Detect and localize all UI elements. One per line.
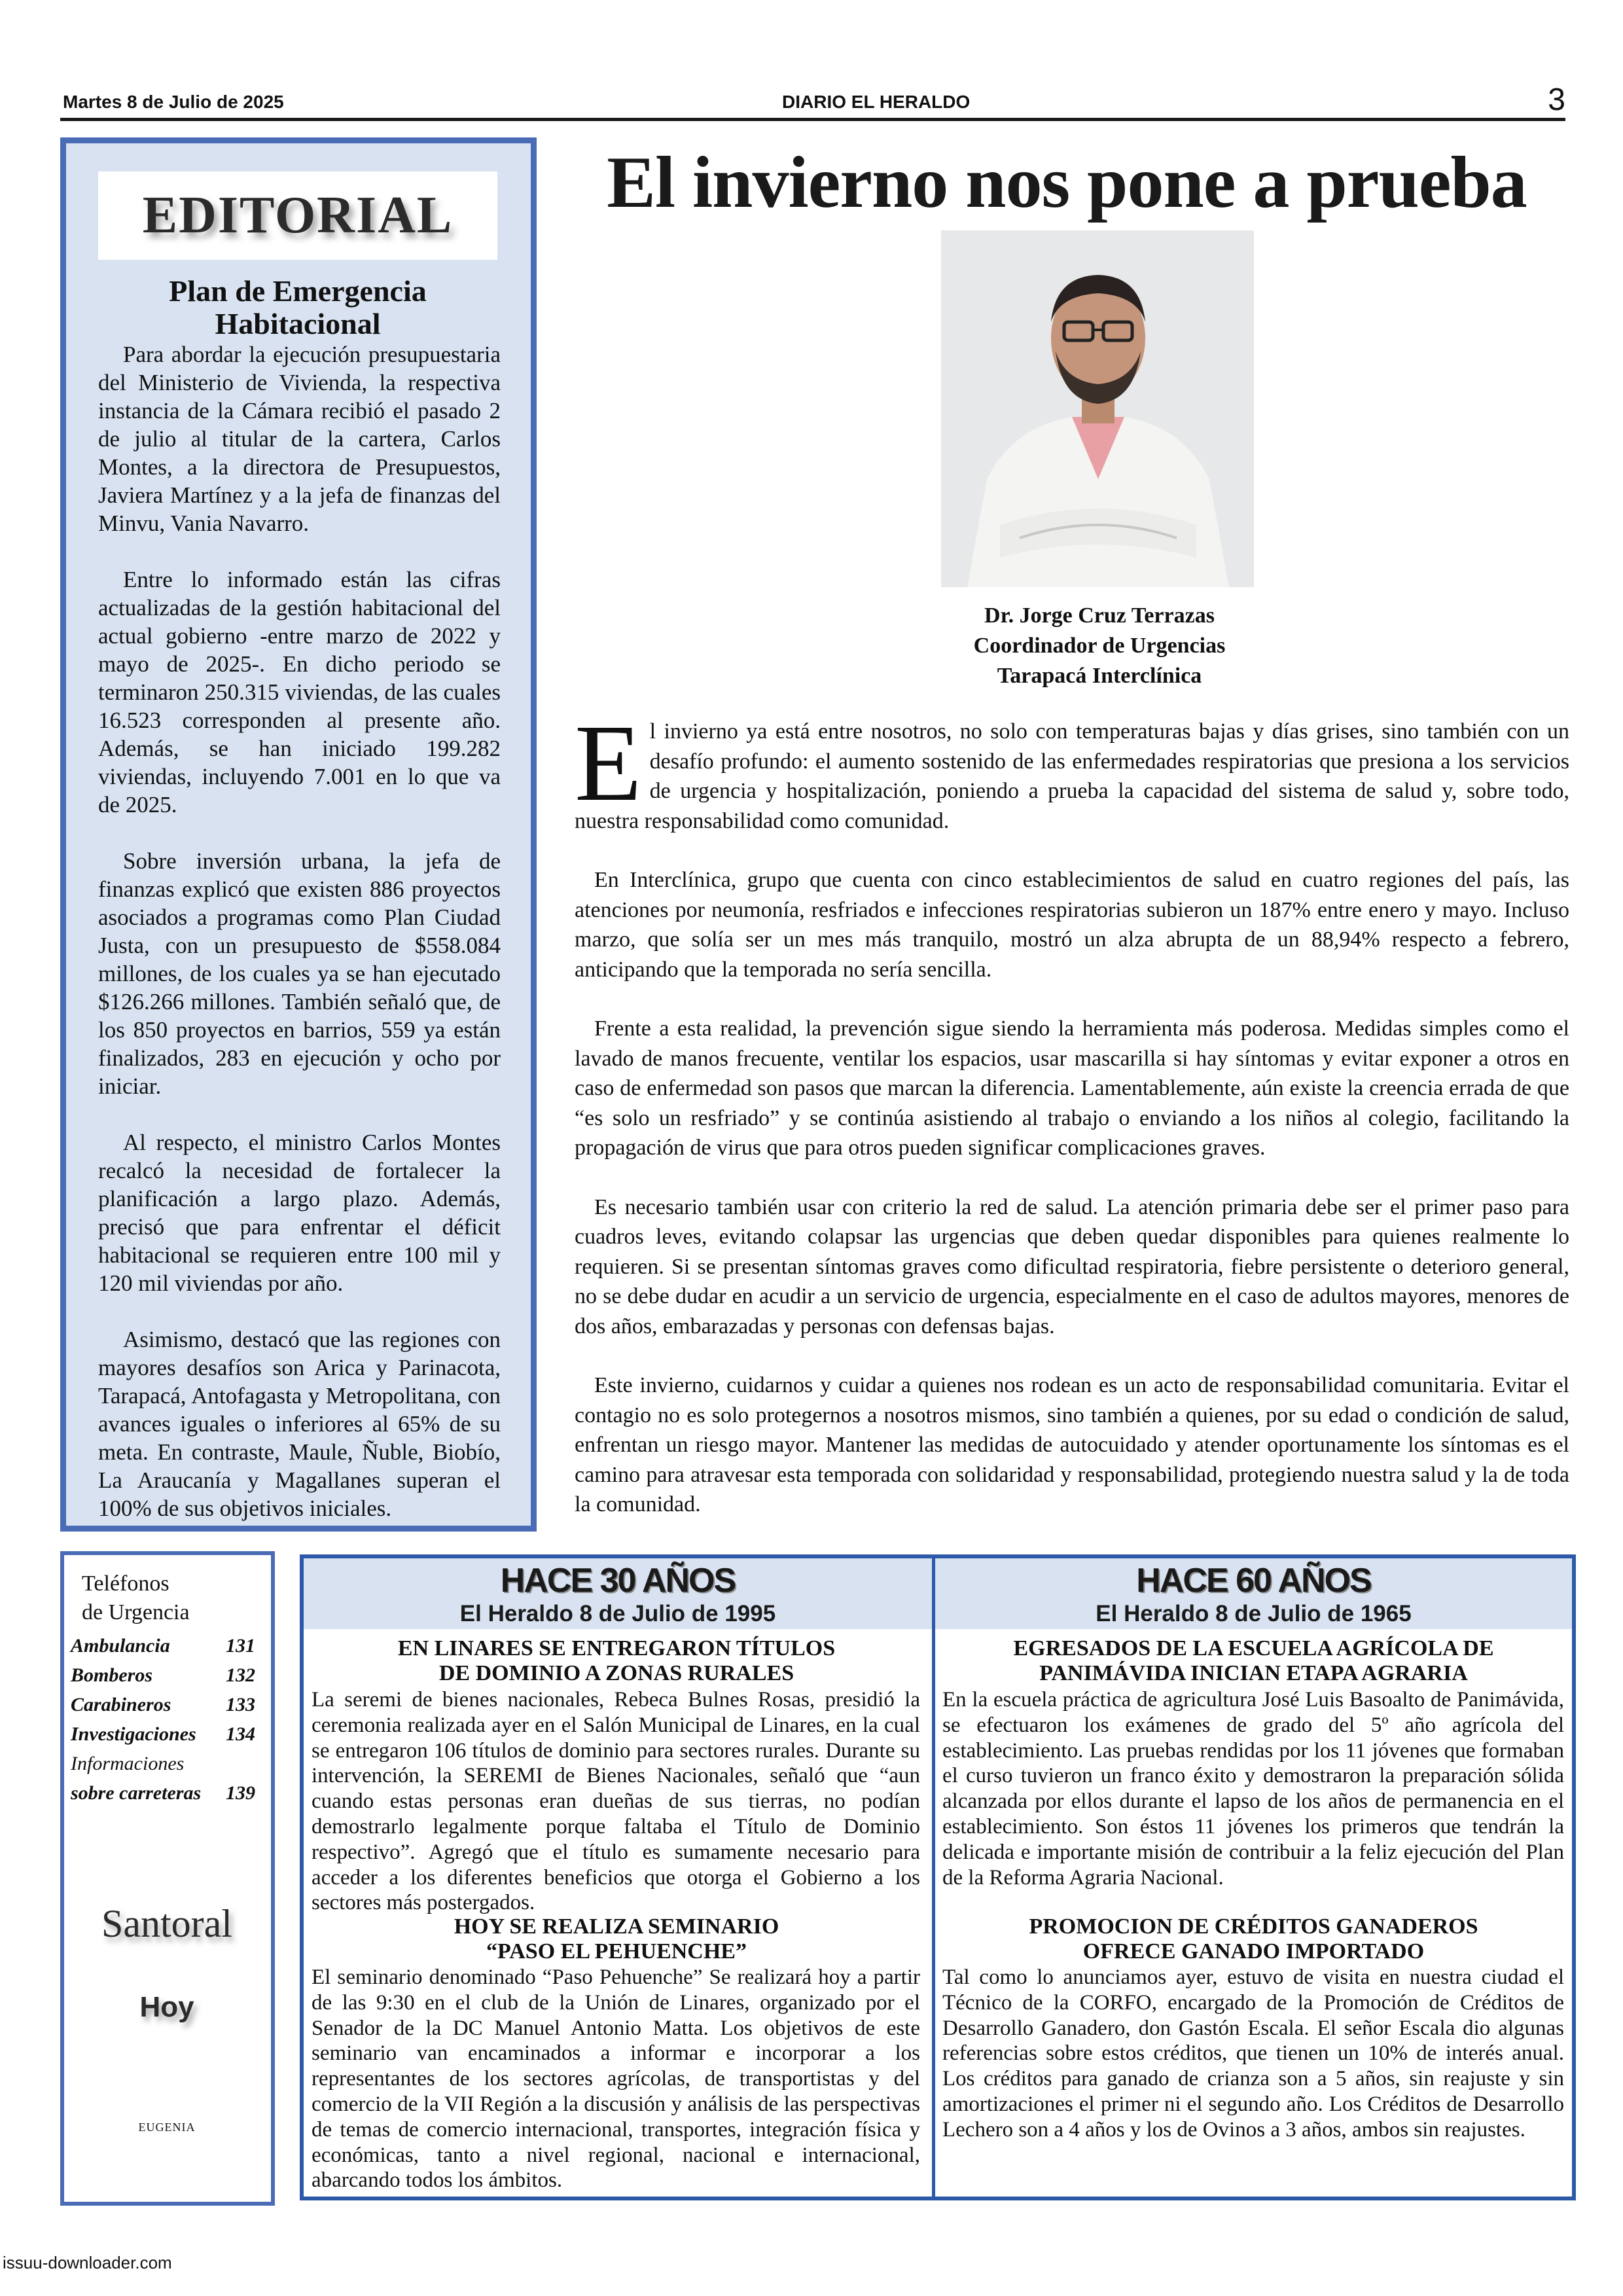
saint-of-day: EUGENIA — [138, 2121, 196, 2134]
author-role: Coordinador de Urgencias — [973, 634, 1226, 658]
source-watermark: issuu-downloader.com — [3, 2253, 172, 2272]
issue-date: Martes 8 de Julio de 2025 — [63, 92, 284, 112]
editorial-headline: Plan de Emergencia Habitacional — [169, 274, 427, 340]
phones-title: Teléfonos de Urgencia — [82, 1571, 190, 1624]
phone-row-bomberos: Bomberos 132 — [71, 1664, 255, 1686]
hace30-title: HACE 30 AÑOS — [500, 1562, 736, 1600]
santoral-title: Santoral — [101, 1902, 232, 1945]
hace60-news2-headline: PROMOCION DE CRÉDITOS GANADEROS OFRECE GANADO IMPORTADO — [1029, 1914, 1478, 1964]
author-name: Dr. Jorge Cruz Terrazas — [984, 603, 1215, 628]
article-paragraph: En Interclínica, grupo que cuenta con cinco establecimientos de salud en cuatro regiones del país, las atenciones por neumonía, resfriados e infecciones respiratorias subieron un 187% entre enero y mayo. Incluso marzo, que solía ser un mes más tranquilo, mostró un alza abrupta de un 88,94% respecto a febrero, anticipando que la temporada no sería sencilla. — [575, 868, 1569, 982]
phone-row-info-label: Informaciones — [71, 1753, 185, 1774]
article-body — [575, 702, 1569, 1549]
editorial-paragraph: Entre lo informado están las cifras actualizadas de la gestión habitacional del actual gobierno -entre marzo de 2022 y mayo de 2025-. En dicho periodo se terminaron 250.315 viviendas, de las cuales 16.523 corresponden al presente año. Además, se han iniciado 199.282 viviendas, incluyendo 7.001 en lo que va de 2025. — [98, 567, 501, 817]
phone-row-ambulancia: Ambulancia 131 — [71, 1635, 255, 1657]
editorial-body — [98, 340, 501, 1551]
header-rule — [60, 118, 1565, 121]
article-paragraph: El invierno ya está entre nosotros, no solo con temperaturas bajas y días grises, sino también con un desafío profundo: el aumento sostenido de las enfermedades respiratorias que presiona a los servicios de urgencia y hospitalización, poniendo a prueba la capacidad del sistema de salud y, sobre todo, nuestra responsabilidad como comunidad. — [575, 702, 1569, 833]
editorial-label: EDITORIAL — [142, 187, 454, 244]
editorial-paragraph: Sobre inversión urbana, la jefa de finanzas explicó que existen 886 proyectos asociados a programas como Plan Ciudad Justa, con un presupuesto de $558.084 millones, de los cuales ya se han ejecutado $126.266 millones. También señaló que, de los 850 proyectos en barrios, 559 ya están finalizados, 283 en ejecución y ocho por iniciar. — [98, 848, 501, 1099]
article-headline: El invierno nos pone a prueba — [607, 142, 1527, 223]
hace-column-divider — [932, 1558, 935, 2197]
drop-cap: E — [575, 702, 642, 824]
author-photo — [941, 230, 1254, 587]
hace30-news1-headline: EN LINARES SE ENTREGARON TÍTULOS DE DOMINIO A ZONAS RURALES — [397, 1636, 836, 1685]
santoral-today: Hoy — [139, 1991, 194, 2023]
article-paragraph: Frente a esta realidad, la prevención sigue siendo la herramienta más poderosa. Medidas simples como el lavado de manos frecuente, ventilar los espacios, usar mascarilla si hay síntomas y evitar exponer a otros en caso de enfermedad son pasos que marcan la diferencia. Lamentablemente, aún existe la creencia errada de que “es solo un resfriado” y se continúa asistiendo al trabajo o enviando a los niños al colegio, facilitando la propagación de virus que para otros pueden significar complicaciones graves. — [575, 1016, 1569, 1160]
hace60-news1-headline: EGRESADOS DE LA ESCUELA AGRÍCOLA DE PANIMÁVIDA INICIAN ETAPA AGRARIA — [1013, 1636, 1494, 1685]
hace60-news2-body: Tal como lo anunciamos ayer, estuvo de visita en nuestra ciudad el Técnico de la CORFO, encargado de la Promoción de Créditos de Desarrollo Ganadero, don Gastón Escala. El señor Escala dio algunas referencias sobre estos créditos, que tienen un 10% de interés anual. Los créditos para ganado de crianza son a 5 años, sin reajuste y sin amortizaciones el primer ni el segundo año. Los Créditos de Desarrollo Lechero son a 4 años y los de Ovinos a 3 años, ambos sin reajustes. — [942, 1965, 1564, 2142]
author-portrait-illustration — [941, 230, 1254, 587]
phone-row-carreteras: sobre carreteras 139 — [71, 1782, 255, 1804]
hace30-news1-body: La seremi de bienes nacionales, Rebeca Bulnes Rosas, presidió la ceremonia realizada ayer en el Salón Municipal de Linares, en la cual se entregaron 106 títulos de dominio para sectores rurales. Durante su intervención, la SEREMI de Bienes Nacionales, señaló que “aun cuando estas personas eran dueñas de sus tierras, no podían demostrarlo legalmente porque faltaba el Título de Dominio respectivo”. Agregó que el título es sumamente necesario para acceder a los diferentes beneficios que otorga el Gobierno a los sectores más postergados. — [312, 1688, 920, 1915]
editorial-label-box — [98, 171, 497, 260]
page-number: 3 — [1548, 82, 1565, 117]
phone-row-investigaciones: Investigaciones 134 — [71, 1723, 255, 1745]
hace30-news2-body: El seminario denominado “Paso Pehuenche” Se realizará hoy a partir de las 9:30 en el club de la Unión de Linares, organizado por el Senador de la DC Manuel Antonio Matta. Los objetivos de este seminario van encaminados a informar e incorporar a los representantes de los sectores agrícolas, de transportistas y del comercio de la VII Región a la discusión y análisis de las perspectivas de temas de comercio internacional, transportes, integración física y económicas, tanto a nivel regional, nacional e internacional, abarcando todos los ámbitos. — [312, 1965, 920, 2193]
editorial-paragraph: Para abordar la ejecución presupuestaria del Ministerio de Vivienda, la respectiva instancia de la Cámara recibió el pasado 2 de julio al titular de la cartera, Carlos Montes, a la directora de Presupuestos, Javiera Martínez y a la jefa de finanzas del Minvu, Vania Navarro. — [98, 342, 501, 536]
editorial-paragraph: Al respecto, el ministro Carlos Montes recalcó la necesidad de fortalecer la planificación a largo plazo. Además, precisó que para enfrentar el déficit habitacional se requieren entre 100 mil y 120 mil viviendas por año. — [98, 1130, 501, 1296]
photo-caption — [812, 601, 1387, 691]
hace60-title: HACE 60 AÑOS — [1136, 1562, 1371, 1600]
phone-row-carabineros: Carabineros 133 — [71, 1694, 255, 1715]
hace60-news1-body: En la escuela práctica de agricultura José Luis Basoalto de Panimávida, se efectuaron los exámenes de grado del 5º año agrícola del establecimiento. Las pruebas rendidas por los 11 jóvenes que formaban el curso tuvieron un franco éxito y demostraron la preparación sólida alcanzada por ellos durante el lapso de los años de permanencia en el establecimiento. Son éstos 11 jóvenes los primeros que tendrán la delicada e importante misión de contribuir a la feliz ejecución del Plan de la Reforma Agraria Nacional. — [942, 1688, 1564, 1890]
author-institution: Tarapacá Interclínica — [997, 664, 1202, 688]
hace30-news2-headline: HOY SE REALIZA SEMINARIO “PASO EL PEHUENCHE” — [454, 1914, 779, 1964]
editorial-paragraph: Asimismo, destacó que las regiones con mayores desafíos son Arica y Parinacota, Tarapacá, Antofagasta y Metropolitana, con avances iguales o inferiores al 65% de su meta. En contraste, Maule, Ñuble, Biobío, La Araucanía y Magallanes superan el 100% de sus objetivos iniciales. — [98, 1327, 501, 1521]
newspaper-name: DIARIO EL HERALDO — [782, 92, 971, 112]
hace30-subtitle: El Heraldo 8 de Julio de 1995 — [459, 1601, 776, 1626]
article-paragraph: Es necesario también usar con criterio la red de salud. La atención primaria debe ser el primer paso para cuadros leves, evitando colapsar las urgencias que deben quedar disponibles para quienes realmente lo requieren. Si se presentan síntomas graves como dificultad respiratoria, fiebre persistente o deterioro general, no se debe dudar en acudir a un servicio de urgencia, especialmente en el caso de adultos mayores, menores de dos años, embarazadas y personas con defensas bajas. — [575, 1194, 1569, 1338]
hace60-subtitle: El Heraldo 8 de Julio de 1965 — [1096, 1601, 1412, 1626]
article-paragraph: Este invierno, cuidarnos y cuidar a quienes nos rodean es un acto de responsabilidad comunitaria. Evitar el contagio no es solo protegernos a nosotros mismos, sino también a quienes, por su edad o condición de salud, enfrentan un riesgo mayor. Mantener las medidas de autocuidado y atender oportunamente los síntomas es el camino para atravesar esta temporada con solidaridad y responsabilidad, protegiendo nuestra salud y la de toda la comunidad. — [575, 1373, 1569, 1516]
